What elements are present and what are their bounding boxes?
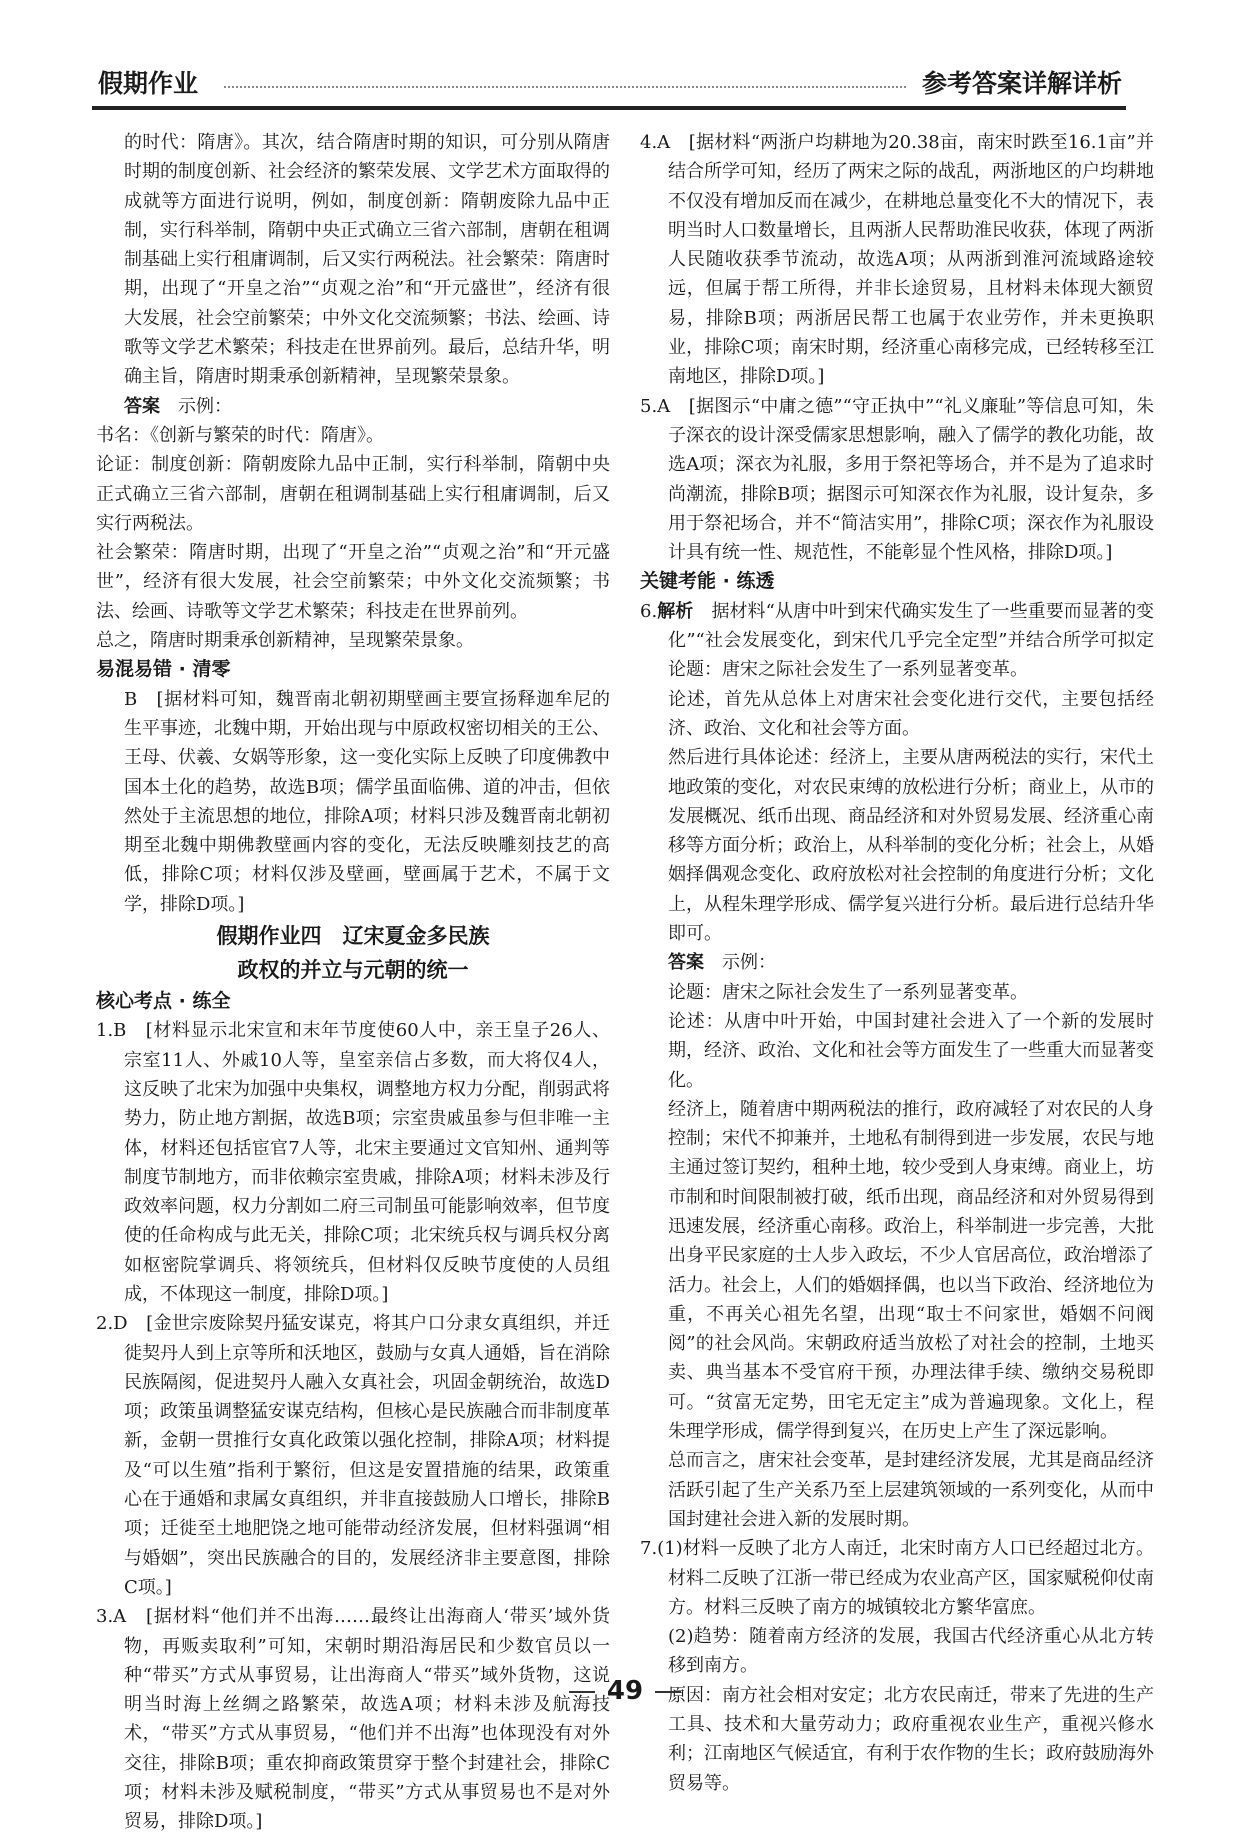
section-heading: 易混易错 · 清零 [96,658,231,681]
answer-label: 答案 [668,952,704,974]
paragraph: 论述，首先从总体上对唐宋社会变化进行交代，主要包括经济、政治、文化和社会等方面。 [668,688,1154,739]
paragraph: B [据材料可知，魏晋南北朝初期壁画主要宣扬释迦牟尼的生平事迹，北魏中期，开始出现与中原政权密切相关的王公、王母、伏羲、女娲等形象，这一变化实际上反映了印度佛教中国本土化的趋势，故选B项；儒学虽面临佛、道的冲击，但依然处于主流思想的地位，排除A项；材料只涉及魏晋南北朝初期至北魏中期佛教壁画内容的变化，无法反映雕刻技艺的高低，排除C项；材料仅涉及壁画，壁画属于艺术，不属于文学，排除D项。] [124,688,610,915]
analysis-label: 解析 [657,600,694,622]
answer-item: 3.A [据材料“他们并不出海……最终让出海商人‘带买’域外货物，再贩卖取利”可知，宋朝时期沿海居民和少数官员以一种“带买”方式从事贸易，让出海商人“带买”域外货物，这说明当时海上丝绸之路繁荣，故选A项；材料未涉及航海技术，“带买”方式从事贸易，“他们并不出海”也体现没有对外交往，排除B项；重农抑商政策贯穿于整个封建社会，排除C项；材料未涉及赋税制度，“带买”方式从事贸易也不是对外贸易，排除D项。] [96,1606,610,1833]
paragraph: 原因：南方社会相对安定；北方农民南迁，带来了先进的生产工具、技术和大量劳动力；政府重视农业生产，重视兴修水利；江南地区气候适宜，有利于农作物的生长；政府鼓励海外贸易等。 [668,1684,1154,1794]
answer-item: 7.(1)材料一反映了北方人南迁，北宋时南方人口已经超过北方。材料二反映了江浙一带已经成为农业高产区，国家赋税仰仗南方。材料三反映了南方的城镇较北方繁华富庶。 [640,1538,1154,1618]
page-header [92,62,1126,110]
answer-item: 1.B [材料显示北宋宣和末年节度使60人中，亲王皇子26人、宗室11人、外戚10人等，皇室亲信占多数，而大将仅4人，这反映了北宋为加强中央集权，调整地方权力分配，削弱武将势力，防止地方割据，故选B项；宗室贵戚虽参与但非唯一主体，材料还包括宦官7人等，北宋主要通过文官知州、通判等制度节制地方，而非依赖宗室贵戚，排除A项；材料未涉及行政效率问题，权力分割如二府三司制虽可能影响效率，但节度使的任命构成与此无关，排除C项；北宋统兵权与调兵权分离如枢密院掌调兵、将领统兵，但材料仅反映节度使的人员组成，不体现这一制度，排除D项。] [96,1020,610,1305]
paragraph: 总而言之，唐宋社会变革，是封建经济发展，尤其是商品经济活跃引起了生产关系乃至上层建筑领域的一系列变化，从而中国封建社会进入新的发展时期。 [668,1450,1154,1530]
section-heading: 关键考能 · 练透 [640,570,775,593]
analysis-text: 据材料“从唐中叶到宋代确实发生了一些重要而显著的变化”“社会发展变化，到宋代几乎完全定型”并结合所学可拟定论题：唐宋之际社会发生了一系列显著变革。 [668,600,1155,681]
paragraph: 总之，隋唐时期秉承创新精神，呈现繁荣景象。 [96,630,474,652]
answer-item: 5.A [据图示“中庸之德”“守正执中”“礼义廉耻”等信息可知，朱子深衣的设计深受儒家思想影响，融入了儒学的教化功能，故选A项；深衣为礼服，多用于祭祀等场合，并不是为了追求时尚潮流，排除B项；据图示可知深衣作为礼服，设计复杂，多用于祭祀场合，并不“简洁实用”，排除C项；深衣作为礼服设计具有统一性、规范性，不能彰显个性风格，排除D项。] [640,395,1154,564]
paragraph: 然后进行具体论述：经济上，主要从唐两税法的实行，宋代土地政策的变化，对农民束缚的放松进行分析；商业上，从市的发展概况、纸币出现、商品经济和对外贸易发展、经济重心南移等方面分析；政治上，从科举制的变化分析；社会上，从婚姻择偶观念变化、政府放松对社会控制的角度进行分析；文化上，从程朱理学形成、儒学复兴进行分析。最后进行总结升华即可。 [668,747,1154,945]
paragraph: (2)趋势：随着南方经济的发展，我国古代经济重心从北方转移到南方。 [668,1626,1154,1677]
question-number: 6. [640,600,658,622]
paragraph: 经济上，随着唐中期两税法的推行，政府减轻了对农民的人身控制；宋代不抑兼并，土地私有制得到进一步发展，农民与地主通过签订契约，租种土地，较少受到人身束缚。商业上，坊市制和时间限制被打破，纸币出现，商品经济和对外贸易得到迅速发展，经济重心南移。政治上，科举制进一步完善，大批出身平民家庭的士人步入政坛，不少人官居高位，政治增添了活力。社会上，人们的婚姻择偶，也以当下政治、经济地位为重，不再关心祖先名望，出现“取士不问家世，婚姻不问阀阅”的社会风尚。宋朝政府适当放松了对社会的控制，土地买卖、典当基本不受官府干预，办理法律手续、缴纳交易税即可。“贫富无定势，田宅无定主”成为普遍现象。文化上，程朱理学形成，儒学得到复兴，在历史上产生了深远影响。 [668,1098,1154,1443]
paragraph: 论述：从唐中叶开始，中国封建社会进入了一个新的发展时期，经济、政治、文化和社会等方面发生了一些重大而显著变化。 [668,1010,1154,1091]
paragraph: 社会繁荣：隋唐时期，出现了“开皇之治”“贞观之治”和“开元盛世”，经济有很大发展，社会空前繁荣；中外文化交流频繁；书法、绘画、诗歌等文学艺术繁荣；科技走在世界前列。 [96,542,610,622]
right-column [640,128,1154,1798]
answer-item: 2.D [金世宗废除契丹猛安谋克，将其户口分隶女真组织，并迁徙契丹人到上京等所和沃地区，鼓励与女真人通婚，旨在消除民族隔阂，促进契丹人融入女真社会，巩固金朝统治，故选D项；政策虽调整猛安谋克结构，但核心是民族融合而非制度革新，金朝一贯推行女真化政策以强化控制，排除A项；材料提及“可以生殖”指利于繁衍，但这是安置措施的结果，政策重心在于通婚和隶属女真组织，并非直接鼓励人口增长，排除B项；迁徙至土地肥饶之地可能带动经济发展，但材料强调“相与婚姻”，突出民族融合的目的，发展经济非主要意图，排除C项。] [96,1313,610,1598]
answer-item: 4.A [据材料“两浙户均耕地为20.38亩，南宋时跌至16.1亩”并结合所学可知，经历了两宋之际的战乱，两浙地区的户均耕地不仅没有增加反而在减少，在耕地总量变化不大的情况下，表明当时人口数量增长，且两浙人民帮助淮民收获，体现了两浙人民随收获季节流动，故选A项；从两浙到淮河流域路途较远，但属于帮工所得，并非长途贸易，且材料未体现大额贸易，排除B项；两浙居民帮工也属于农业劳作，并未更换职业，排除C项；南宋时期，经济重心南移完成，已经转移至江南地区，排除D项。] [640,132,1154,388]
paragraph: 论题：唐宋之际社会发生了一系列显著变革。 [668,981,1028,1003]
paragraph: 书名：《创新与繁荣的时代：隋唐》。 [96,424,384,446]
header-dotted-rule [224,86,906,88]
header-title: 假期作业 [98,69,199,98]
answer-label: 答案 [124,395,160,417]
chapter-title: 假期作业四 辽宋夏金多民族 [216,924,490,949]
answer-line [640,948,1154,977]
page-number: 49 [0,1676,1250,1706]
paragraph: 论证：制度创新：隋朝废除九品中正制，实行科举制，隋朝中央正式确立三省六部制，唐朝在租调制基础上实行租庸调制，后又实行两税法。 [96,454,610,534]
header-subtitle: 参考答案详解详析 [921,69,1122,98]
section-heading: 核心考点 · 练全 [96,990,231,1013]
answer-item [640,597,1154,685]
answer-text: 示例： [178,395,232,417]
chapter-title: 政权的并立与元朝的统一 [237,958,469,983]
paragraph: 的时代：隋唐》。其次，结合隋唐时期的知识，可分别从隋唐时期的制度创新、社会经济的繁荣发展、文学艺术方面取得的成就等方面进行说明，例如，制度创新：隋朝废除九品中正制，实行科举制，隋朝中央正式确立三省六部制，唐朝在租调制基础上实行租庸调制，后又实行两税法。社会繁荣：隋唐时期，出现了“开皇之治”“贞观之治”和“开元盛世”，经济有很大发展，社会空前繁荣；中外文化交流频繁；书法、绘画、诗歌等文学艺术繁荣；科技走在世界前列。最后，总结升华，明确主旨，隋唐时期秉承创新精神，呈现繁荣景象。 [124,132,610,388]
answer-line [96,392,610,421]
answer-text: 示例： [722,952,776,974]
left-column [96,128,610,1837]
